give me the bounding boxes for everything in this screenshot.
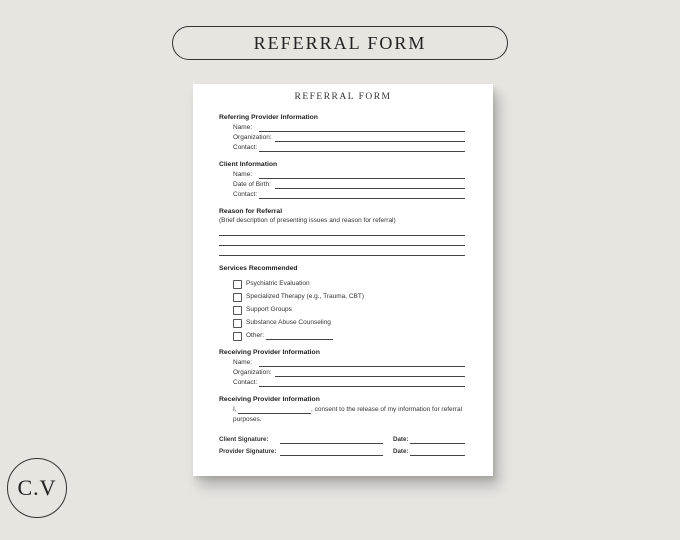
checkbox-substance-abuse-counseling[interactable] [233,319,242,328]
form-page [193,84,493,476]
client-dob-field[interactable] [275,188,465,189]
form-title: REFERRAL FORM [294,92,392,102]
checkbox-other[interactable] [233,332,242,341]
provider-signature-field[interactable] [280,455,383,456]
referring-provider-heading: Referring Provider Information [219,114,318,121]
client-name-label: Name: [233,171,253,178]
client-date-label: Date: [393,436,409,443]
banner-title: REFERRAL FORM [172,26,508,60]
service-option-label: Support Groups [246,306,292,313]
other-service-field[interactable] [266,339,333,340]
client-name-field[interactable] [259,178,465,179]
reason-line-3[interactable] [219,255,465,256]
consent-text-continued: purposes. [233,416,262,423]
client-signature-field[interactable] [280,443,383,444]
reason-line-1[interactable] [219,235,465,236]
services-heading: Services Recommended [219,265,298,272]
service-option-label: Psychiatric Evaluation [246,280,310,287]
provider-signature-label: Provider Signature: [219,448,277,455]
client-contact-field[interactable] [259,198,465,199]
consent-text: , consent to the release of my information for referral [311,406,463,413]
referring-organization-field[interactable] [275,141,465,142]
receiving-organization-field[interactable] [275,376,465,377]
checkbox-specialized-therapy[interactable] [233,293,242,302]
provider-date-label: Date: [393,448,409,455]
receiving-contact-label: Contact: [233,379,258,386]
referring-contact-field[interactable] [259,151,465,152]
service-option-label: Specialized Therapy (e.g., Trauma, CBT) [246,293,365,300]
consent-prefix: I, [233,406,237,413]
receiving-contact-field[interactable] [259,386,465,387]
service-option-label: Other: [246,332,265,339]
checkbox-psychiatric-evaluation[interactable] [233,280,242,289]
provider-date-field[interactable] [410,455,465,456]
client-info-heading: Client Information [219,161,278,168]
reason-heading: Reason for Referral [219,208,283,215]
brand-logo: C.V [7,458,67,518]
reason-line-2[interactable] [219,245,465,246]
receiving-name-field[interactable] [259,366,465,367]
consent-heading: Receiving Provider Information [219,396,320,403]
receiving-provider-heading: Receiving Provider Information [219,349,320,356]
receiving-name-label: Name: [233,359,253,366]
receiving-organization-label: Organization: [233,369,272,376]
client-dob-label: Date of Birth: [233,181,271,188]
reason-description: (Brief description of presenting issues and reason for referral) [219,217,396,224]
consent-name-field[interactable] [238,413,311,414]
referring-name-field[interactable] [259,131,465,132]
client-signature-label: Client Signature: [219,436,269,443]
service-option-label: Substance Abuse Counseling [246,319,331,326]
referring-organization-label: Organization: [233,134,272,141]
checkbox-support-groups[interactable] [233,306,242,315]
referring-contact-label: Contact: [233,144,258,151]
client-contact-label: Contact: [233,191,258,198]
referring-name-label: Name: [233,124,253,131]
client-date-field[interactable] [410,443,465,444]
